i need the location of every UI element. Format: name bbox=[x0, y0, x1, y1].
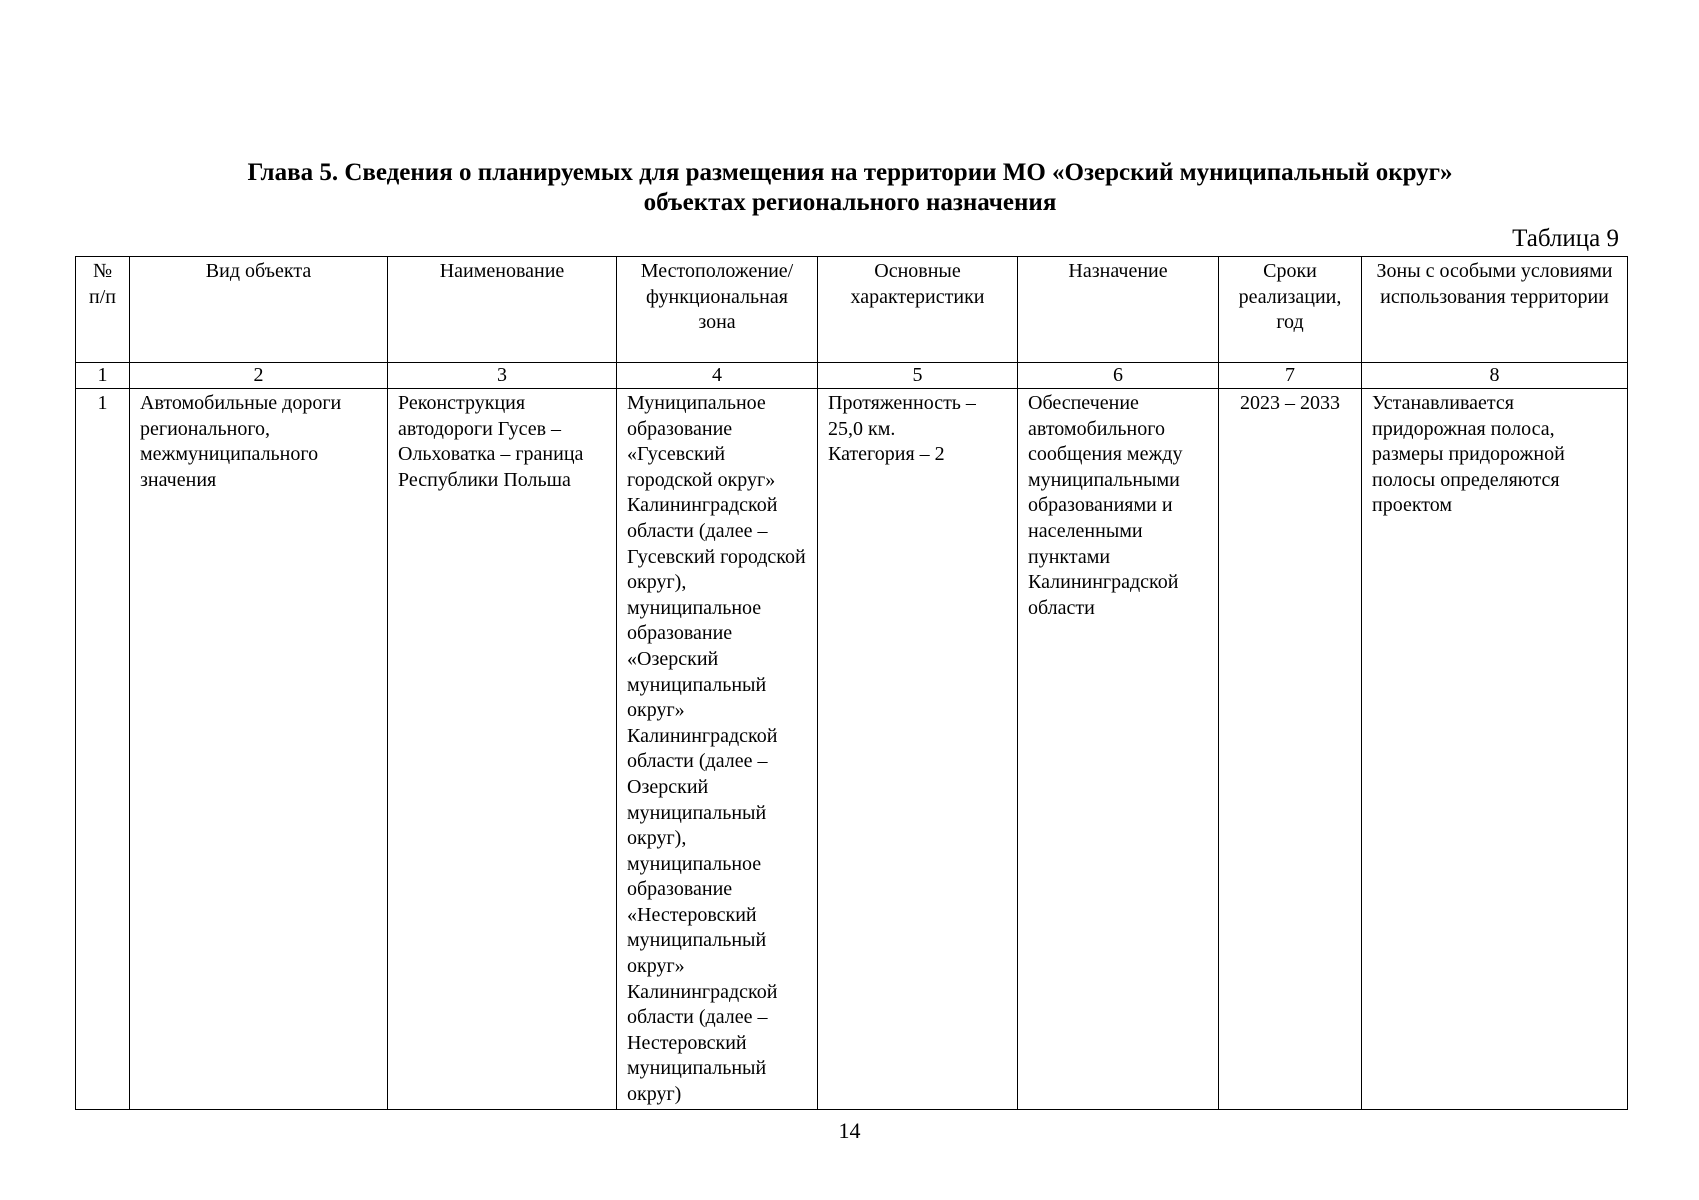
header-type: Вид объекта bbox=[130, 257, 388, 363]
column-number: 3 bbox=[388, 363, 617, 389]
header-period: Сроки реализации, год bbox=[1219, 257, 1362, 363]
header-name: Наименование bbox=[388, 257, 617, 363]
column-number: 8 bbox=[1362, 363, 1628, 389]
characteristics-category: Категория – 2 bbox=[828, 443, 945, 466]
header-characteristics: Основные характеристики bbox=[818, 257, 1018, 363]
cell-characteristics bbox=[818, 389, 1018, 1110]
column-number: 6 bbox=[1018, 363, 1219, 389]
table-row bbox=[76, 389, 1628, 1110]
page-number: 14 bbox=[838, 1118, 861, 1143]
header-purpose: Назначение bbox=[1018, 257, 1219, 363]
column-number-row bbox=[76, 363, 1628, 389]
table-label: Таблица 9 bbox=[1512, 225, 1619, 252]
column-number: 7 bbox=[1219, 363, 1362, 389]
characteristics-length: Протяженность – 25,0 км. bbox=[828, 392, 976, 440]
title-line-1: Глава 5. Сведения о планируемых для размещения на территории МО «Озерский муниципальный округ» bbox=[247, 159, 1453, 186]
header-num: № п/п bbox=[76, 257, 130, 363]
column-number: 5 bbox=[818, 363, 1018, 389]
column-number: 1 bbox=[76, 363, 130, 389]
header-zones: Зоны с особыми условиями использования территории bbox=[1362, 257, 1628, 363]
title-line-2: объектах регионального назначения bbox=[643, 189, 1057, 216]
table-header-row bbox=[76, 257, 1628, 363]
page-title bbox=[75, 158, 1625, 218]
cell-location: Муниципальное образование «Гусевский городской округ» Калининградской области (далее – Гусевский городской округ), муниципальное образование «Озерский муниципальный округ» Калининградской области (далее – Озерский муниципальный округ), муниципальное образование «Нестеровский муниципальный округ» Калининградской области (далее – Нестеровский муниципальный округ) bbox=[617, 389, 818, 1110]
header-location: Местоположение/ функциональная зона bbox=[617, 257, 818, 363]
cell-period: 2023 – 2033 bbox=[1219, 389, 1362, 1110]
objects-table bbox=[75, 256, 1628, 1110]
cell-purpose: Обеспечение автомобильного сообщения между муниципальными образованиями и населенными пунктами Калининградской области bbox=[1018, 389, 1219, 1110]
cell-num: 1 bbox=[76, 389, 130, 1110]
column-number: 2 bbox=[130, 363, 388, 389]
cell-zones: Устанавливается придорожная полоса, размеры придорожной полосы определяются проектом bbox=[1362, 389, 1628, 1110]
cell-name: Реконструкция автодороги Гусев – Ольховатка – граница Республики Польша bbox=[388, 389, 617, 1110]
column-number: 4 bbox=[617, 363, 818, 389]
cell-type: Автомобильные дороги регионального, межмуниципального значения bbox=[130, 389, 388, 1110]
